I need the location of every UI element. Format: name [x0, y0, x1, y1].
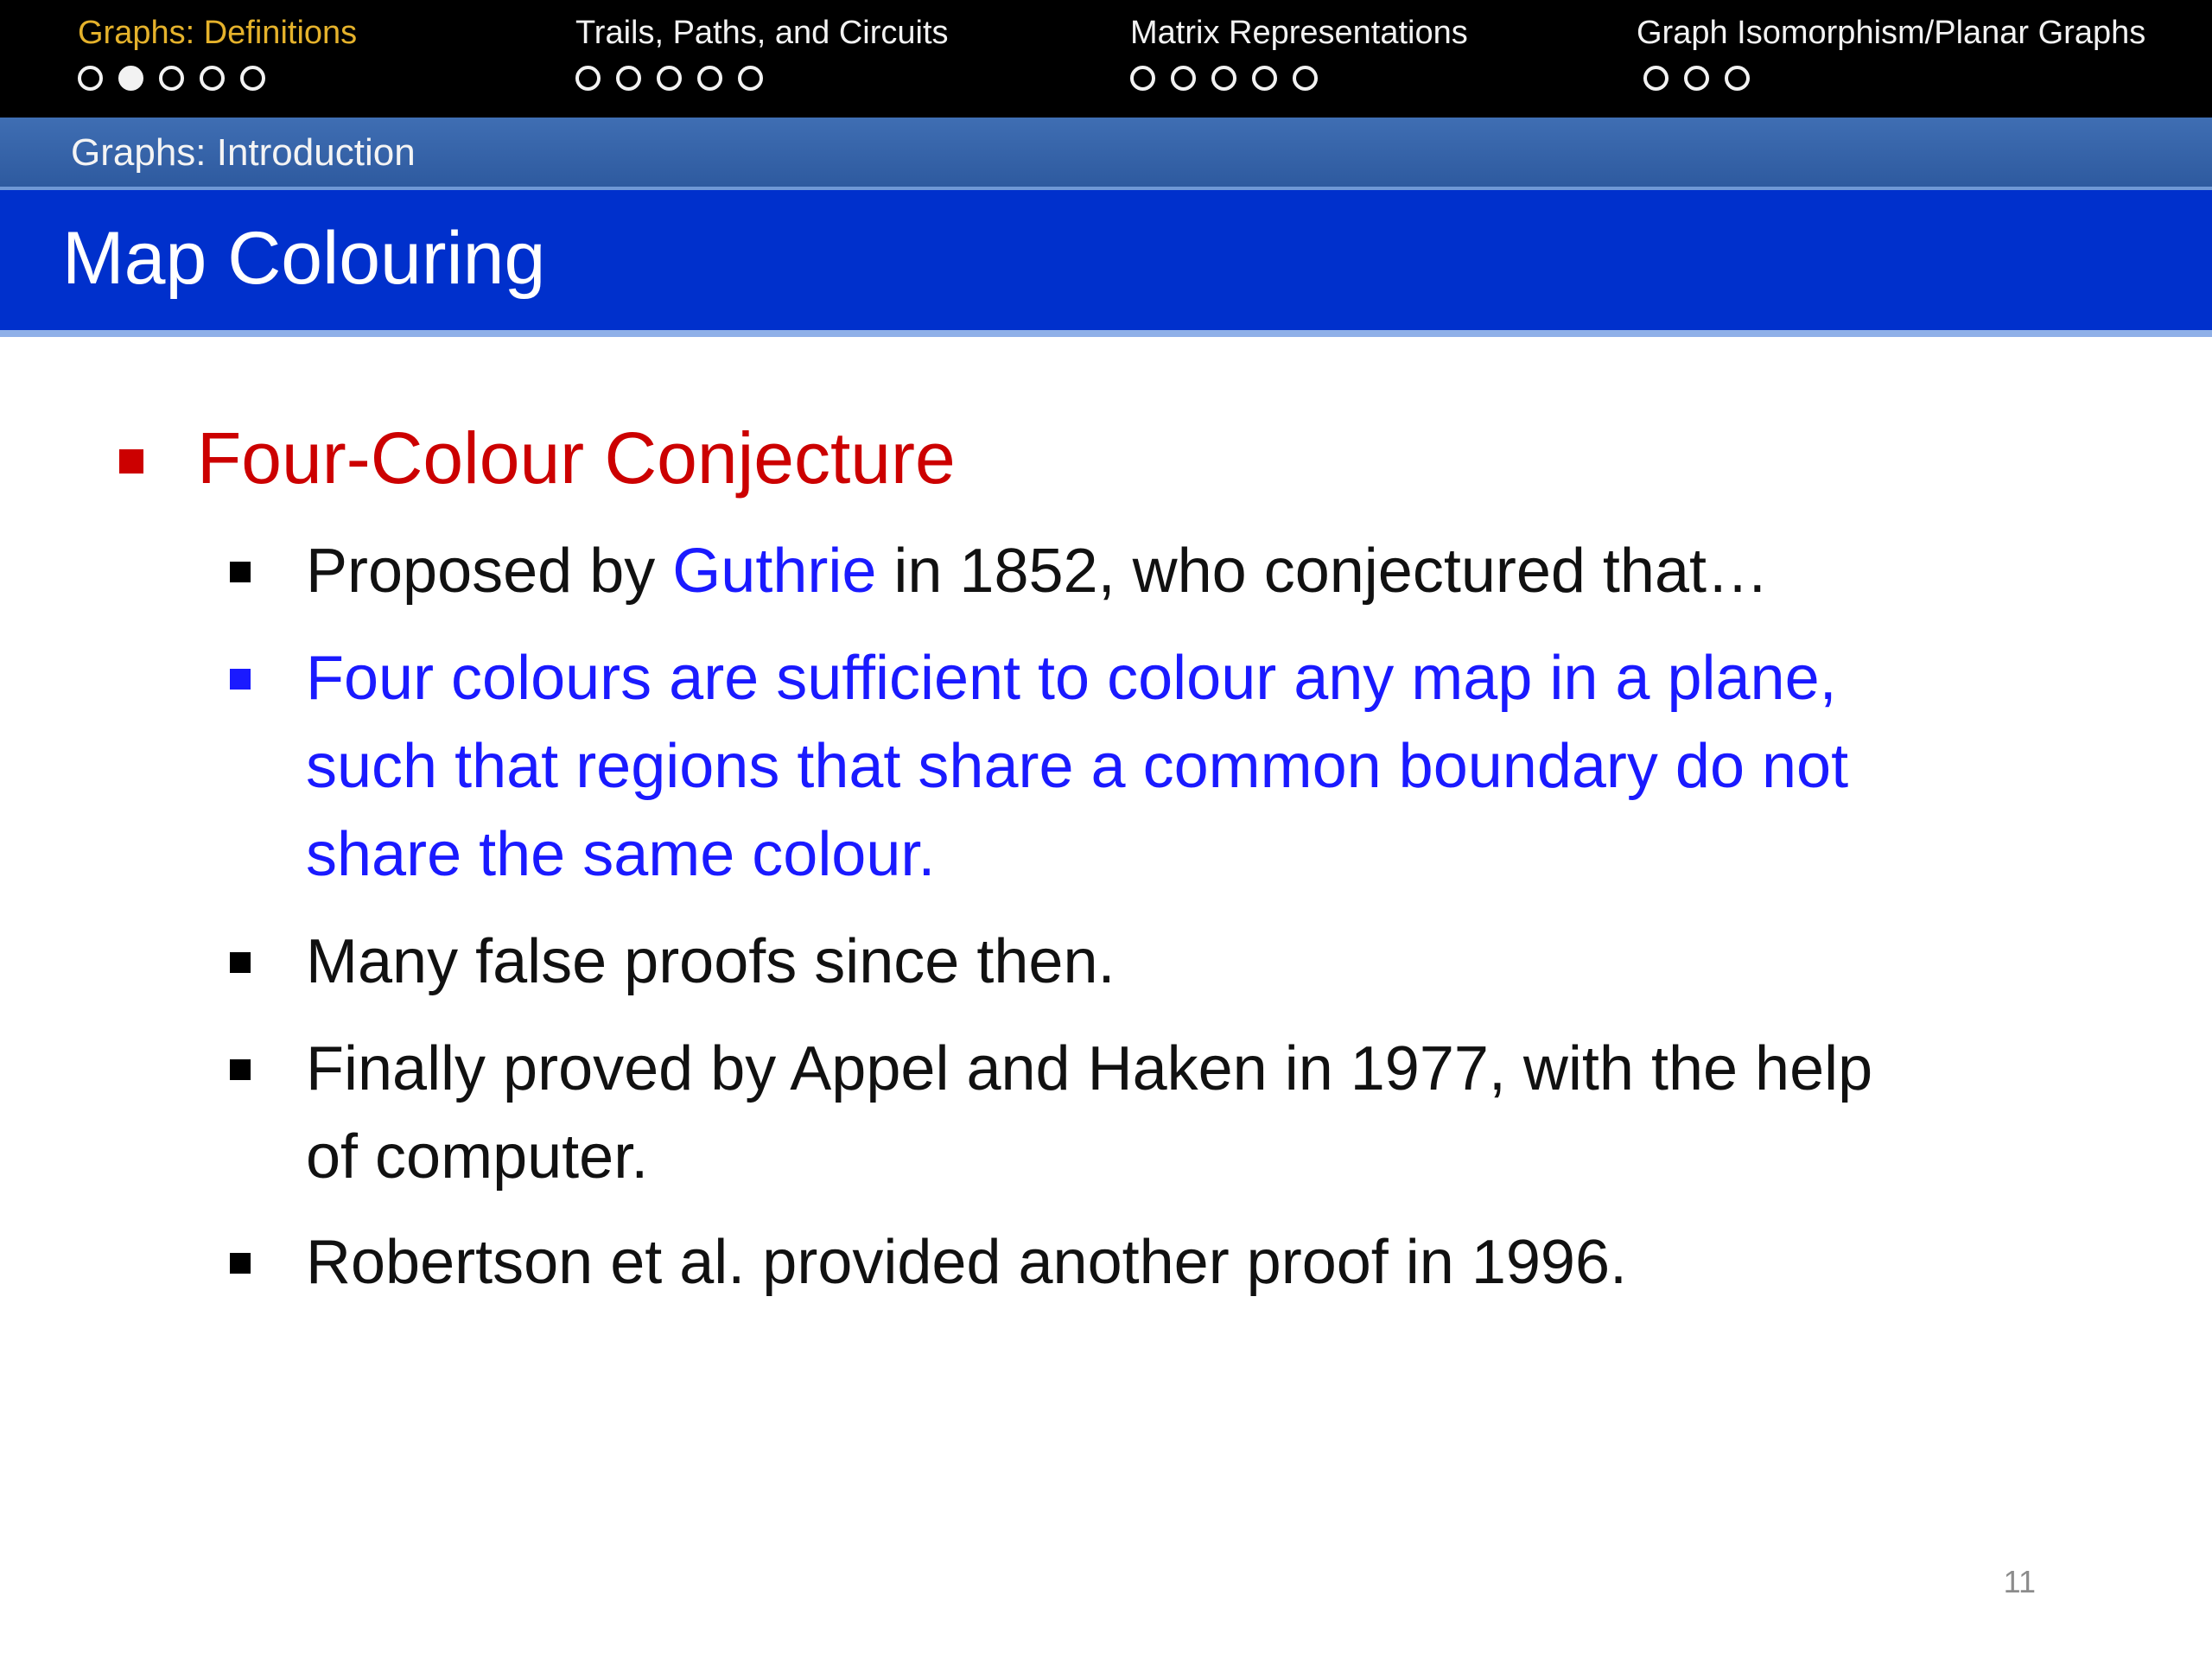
red-square-bullet-icon — [119, 449, 143, 474]
nav-section-title[interactable]: Matrix Representations — [1130, 15, 1468, 51]
square-bullet-icon — [230, 952, 251, 973]
bullet-text — [306, 527, 1769, 615]
blue-square-bullet-icon — [230, 669, 251, 690]
frame-title: Map Colouring — [62, 217, 546, 300]
bullet-line: of computer. — [306, 1122, 649, 1192]
nav-section-title[interactable]: Graph Isomorphism/Planar Graphs — [1637, 15, 2146, 51]
bullet-heading-text: Four-Colour Conjecture — [197, 417, 956, 499]
bullet-item — [230, 1218, 1627, 1306]
nav-dot[interactable] — [575, 66, 601, 91]
nav-dot[interactable] — [657, 66, 682, 91]
nav-dot[interactable] — [1171, 66, 1196, 91]
nav-dot[interactable] — [240, 66, 265, 91]
square-bullet-icon — [230, 562, 251, 582]
guthrie-highlight: Guthrie — [672, 537, 877, 606]
nav-frame-dots — [78, 66, 357, 90]
bullet-text — [306, 1218, 1627, 1306]
bullet-item — [230, 527, 1769, 615]
bullet-text-part: in 1852, who conjectured that… — [876, 537, 1770, 606]
nav-section-title[interactable]: Graphs: Definitions — [78, 15, 358, 51]
nav-frame-dots — [1643, 66, 2145, 90]
nav-dot[interactable] — [1252, 66, 1277, 91]
nav-dot[interactable] — [697, 66, 722, 91]
subsection-bar — [0, 118, 2212, 190]
frame-title-bar — [0, 190, 2212, 337]
nav-dot[interactable] — [200, 66, 225, 91]
bullet-line: Four colours are sufficient to colour any map in a plane, — [306, 644, 1837, 713]
nav-dot[interactable] — [1725, 66, 1750, 91]
nav-frame-dots — [1130, 66, 1468, 90]
nav-section-graphs-definitions[interactable] — [78, 12, 357, 90]
bullet-line: Finally proved by Appel and Haken in 1977, with the help — [306, 1034, 1873, 1103]
bullet-line: Many false proofs since then. — [306, 927, 1116, 996]
nav-section-graph-isomorphism-planar[interactable] — [1637, 12, 2145, 90]
bullet-item-highlighted — [230, 634, 1848, 899]
bullet-item — [230, 918, 1116, 1006]
nav-dot[interactable] — [738, 66, 763, 91]
nav-dot[interactable] — [78, 66, 103, 91]
nav-section-title[interactable]: Trails, Paths, and Circuits — [575, 15, 949, 51]
square-bullet-icon — [230, 1059, 251, 1080]
section-navigation-bar — [0, 0, 2212, 118]
bullet-line: such that regions that share a common boundary do not — [306, 732, 1849, 801]
nav-dot[interactable] — [159, 66, 184, 91]
nav-section-trails-paths-circuits[interactable] — [575, 12, 949, 90]
nav-frame-dots — [575, 66, 949, 90]
nav-dot-current[interactable] — [118, 66, 143, 91]
bullet-text-part: Proposed by — [306, 537, 673, 606]
bullet-text — [306, 1025, 1872, 1201]
square-bullet-icon — [230, 1253, 251, 1274]
nav-dot[interactable] — [616, 66, 641, 91]
nav-dot[interactable] — [1684, 66, 1709, 91]
bullet-line: Robertson et al. provided another proof in 1996. — [306, 1228, 1628, 1297]
nav-section-matrix-representations[interactable] — [1130, 12, 1468, 90]
bullet-heading — [119, 415, 956, 501]
bullet-text — [306, 918, 1116, 1006]
nav-dot[interactable] — [1211, 66, 1236, 91]
bullet-item — [230, 1025, 1872, 1201]
page-number: 11 — [2003, 1564, 2036, 1599]
bullet-text — [306, 634, 1848, 899]
nav-dot[interactable] — [1130, 66, 1155, 91]
bullet-line: share the same colour. — [306, 820, 936, 889]
nav-dot[interactable] — [1293, 66, 1318, 91]
subsection-title: Graphs: Introduction — [71, 131, 416, 174]
nav-dot[interactable] — [1643, 66, 1669, 91]
